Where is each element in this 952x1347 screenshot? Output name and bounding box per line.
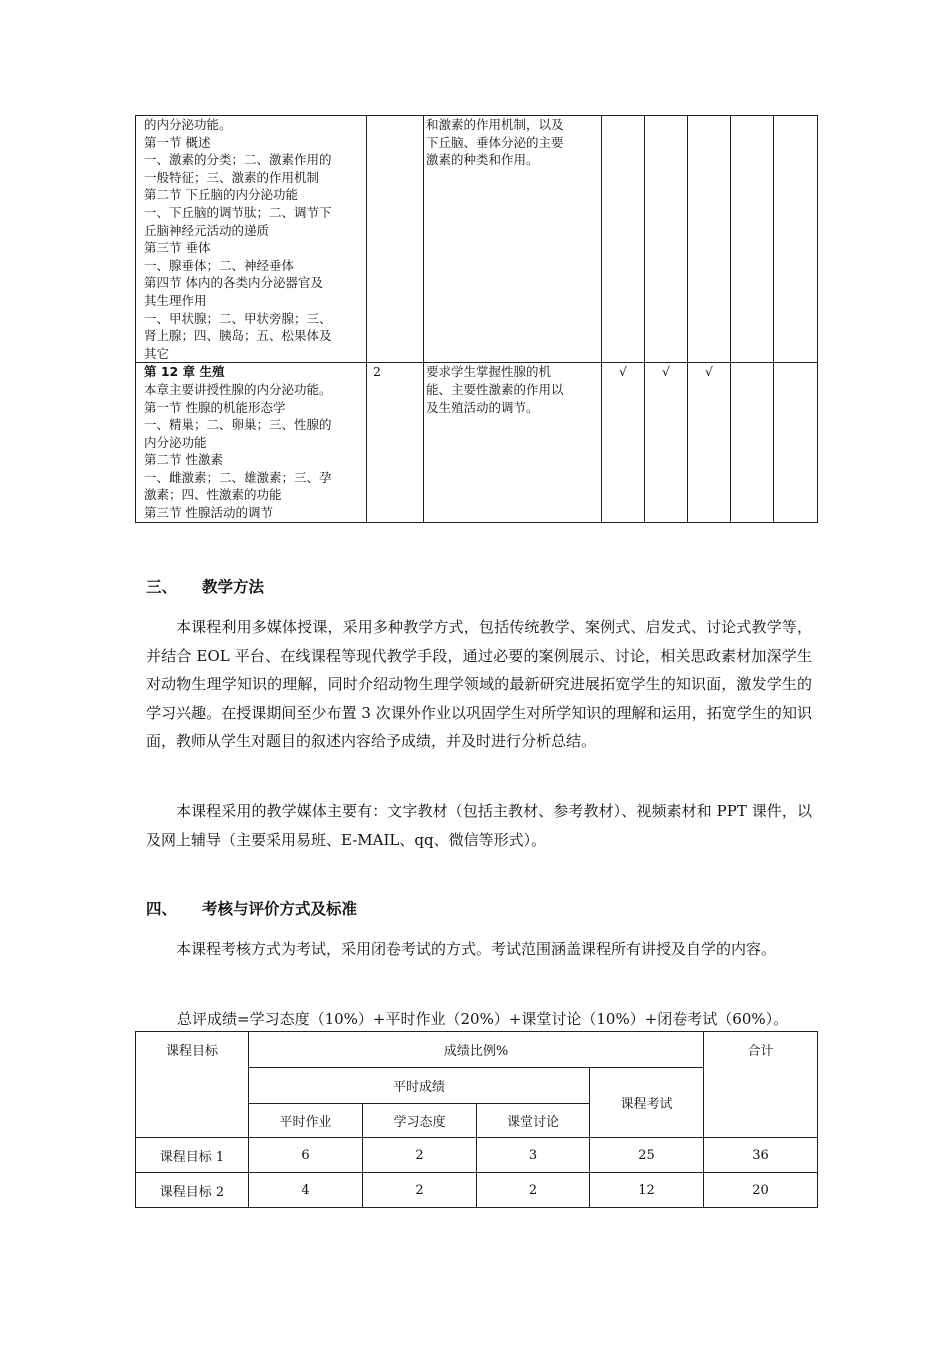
- content-line: 第一节 概述: [144, 134, 211, 150]
- content-line: 第四节 体内的各类内分泌器官及: [144, 275, 323, 291]
- requirement-line: 及生殖活动的调节。: [426, 399, 539, 415]
- chapter-content-cell: [136, 363, 367, 522]
- header-cell: 课程考试: [590, 1068, 704, 1138]
- table-row: [136, 1173, 818, 1208]
- chapter-title: 第 12 章 生殖: [144, 364, 225, 380]
- value-cell: 12: [590, 1173, 704, 1208]
- grade-formula: 总评成绩=学习态度（10%）+平时作业（20%）+课堂讨论（10%）+闭卷考试（60%）。: [177, 1010, 789, 1028]
- value-cell: 2: [363, 1173, 477, 1208]
- syllabus-table: [135, 115, 818, 523]
- header-cell: 课堂讨论: [477, 1104, 590, 1138]
- check-cell: [602, 116, 645, 363]
- requirement-cell: [424, 363, 602, 522]
- content-line: 的内分泌功能。: [144, 117, 232, 132]
- check-cell: [731, 363, 774, 522]
- content-line: 一、甲状腺；二、甲状旁腺；三、: [144, 310, 332, 326]
- content-line: 第三节 性腺活动的调节: [144, 505, 273, 521]
- paragraph: 本课程考核方式为考试，采用闭卷考试的方式。考试范围涵盖课程所有讲授及自学的内容。: [176, 940, 777, 958]
- section-heading: [146, 575, 264, 597]
- value-cell: 2: [477, 1173, 590, 1208]
- check-cell: [774, 363, 818, 522]
- section-number: 四、: [146, 900, 178, 918]
- grade-table: [135, 1031, 818, 1208]
- section-title: 教学方法: [202, 578, 265, 596]
- table-row: [136, 363, 818, 522]
- requirement-line: 和激素的作用机制，以及: [426, 117, 564, 132]
- section-title: 考核与评价方式及标准: [202, 900, 358, 918]
- value-cell: 25: [590, 1138, 704, 1173]
- header-cell: 成绩比例%: [249, 1032, 704, 1068]
- header-cell: 合计: [704, 1032, 818, 1138]
- content-line: 第一节 性腺的机能形态学: [144, 399, 286, 415]
- check-cell: [645, 116, 688, 363]
- table-row: [136, 116, 818, 363]
- content-line: 第二节 下丘脑的内分泌功能: [144, 187, 298, 203]
- section-heading: [146, 897, 357, 919]
- content-line: 一、雌激素；二、雄激素；三、孕: [144, 469, 332, 485]
- content-line: 内分泌功能: [144, 434, 207, 450]
- content-line: 其它: [144, 345, 170, 361]
- value-cell: 36: [704, 1138, 818, 1173]
- value-cell: 3: [477, 1138, 590, 1173]
- header-cell: 平时作业: [249, 1104, 363, 1138]
- requirement-line: 要求学生掌握性腺的机: [426, 364, 552, 380]
- hours-cell: 2: [367, 363, 424, 522]
- chapter-content-cell: [136, 116, 367, 363]
- content-line: 激素；四、性激素的功能: [144, 487, 282, 503]
- value-cell: 4: [249, 1173, 363, 1208]
- check-cell: √: [645, 363, 688, 522]
- value-cell: 20: [704, 1173, 818, 1208]
- content-line: 肾上腺；四、胰岛；五、松果体及: [144, 328, 332, 344]
- check-cell: [688, 116, 731, 363]
- content-line: 一、腺垂体；二、神经垂体: [144, 257, 295, 273]
- value-cell: 2: [363, 1138, 477, 1173]
- header-cell: 学习态度: [363, 1104, 477, 1138]
- hours-cell: [367, 116, 424, 363]
- table-header-row: [136, 1032, 818, 1068]
- content-line: 一、激素的分类；二、激素作用的: [144, 152, 332, 168]
- check-cell: [731, 116, 774, 363]
- header-cell: 平时成绩: [249, 1068, 590, 1104]
- content-line: 第三节 垂体: [144, 240, 211, 256]
- goal-cell: 课程目标 2: [136, 1173, 249, 1208]
- header-cell: 课程目标: [136, 1032, 249, 1138]
- requirement-line: 下丘脑、垂体分泌的主要: [426, 134, 564, 150]
- content-line: 本章主要讲授性腺的内分泌功能。: [144, 381, 332, 397]
- content-line: 第二节 性激素: [144, 452, 223, 468]
- section-number: 三、: [146, 578, 178, 596]
- requirement-cell: [424, 116, 602, 363]
- requirement-line: 能、主要性激素的作用以: [426, 381, 564, 397]
- goal-cell: 课程目标 1: [136, 1138, 249, 1173]
- content-line: 其生理作用: [144, 292, 207, 308]
- paragraph: 本课程利用多媒体授课，采用多种教学方式，包括传统教学、案例式、启发式、讨论式教学等，并结合 EOL 平台、在线课程等现代教学手段，通过必要的案例展示、讨论，相关思政素材加深学生对动物生理学知识的理解，同时介绍动物生理学领域的最新研究进展拓宽学生的知识面，激发学生的学习兴趣。在授课期间至少布置 3 次课外作业以巩固学生对所学知识的理解和运用，拓宽学生的知识面，教师从学生对题目的叙述内容给予成绩，并及时进行分析总结。: [146, 618, 812, 750]
- content-line: 一般特征；三、激素的作用机制: [144, 169, 320, 185]
- content-line: 一、下丘脑的调节肽；二、调节下: [144, 204, 332, 220]
- requirement-line: 激素的种类和作用。: [426, 152, 539, 168]
- content-line: 丘脑神经元活动的递质: [144, 222, 270, 238]
- check-cell: √: [602, 363, 645, 522]
- table-row: [136, 1138, 818, 1173]
- check-cell: √: [688, 363, 731, 522]
- check-cell: [774, 116, 818, 363]
- paragraph: 本课程采用的教学媒体主要有：文字教材（包括主教材、参考教材）、视频素材和 PPT 课件，以及网上辅导（主要采用易班、E-MAIL、qq、微信等形式）。: [146, 802, 812, 849]
- content-line: 一、精巢；二、卵巢；三、性腺的: [144, 417, 332, 433]
- value-cell: 6: [249, 1138, 363, 1173]
